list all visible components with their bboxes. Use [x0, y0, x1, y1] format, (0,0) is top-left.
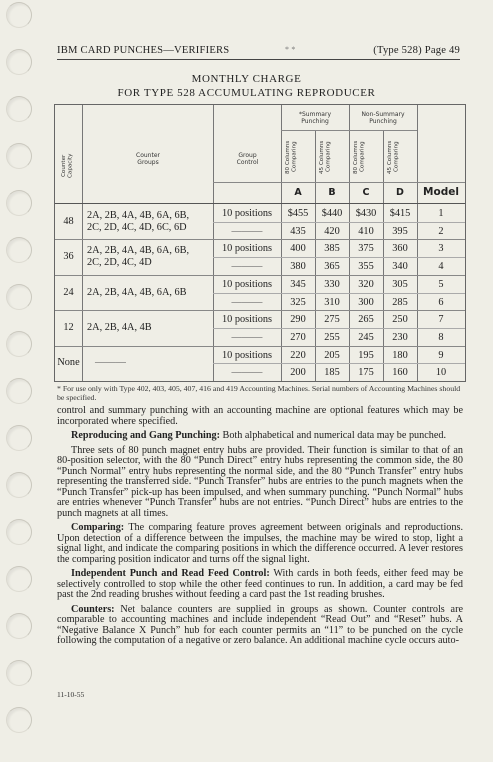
model-number: 3 — [438, 243, 444, 255]
charge-b: 385 — [324, 243, 340, 255]
binder-hole — [6, 284, 32, 310]
group-control: ——— — [231, 367, 263, 379]
header-letter-a: A — [294, 187, 302, 198]
charge-a: 400 — [290, 243, 306, 255]
charge-c: 265 — [358, 314, 374, 326]
group-rule — [55, 239, 465, 240]
header-bottom-rule — [55, 203, 465, 204]
paragraph-text: With cards in both feeds, either feed may be selectively controlled to stop while the other feed continues to run. In addition, a card may be fed past the 2nd reading brushes without feeding a card past the 1st reading brushes. — [57, 568, 463, 600]
binder-holes — [6, 0, 36, 762]
table-title-line1: MONTHLY CHARGE — [191, 73, 302, 85]
group-control: 10 positions — [221, 349, 273, 361]
paragraph-text: Both alphabetical and numerical data may be punched. — [220, 430, 447, 441]
table-footnote: * For use only with Type 402, 403, 405, 407, 416 and 419 Accounting Machines. Serial numbers of Accounting Machines should be specified. — [57, 384, 461, 402]
model-number: 7 — [438, 314, 444, 326]
header-non-summary: Non-Summary Punching — [361, 111, 405, 125]
counter-groups: 2A, 2B, 4A, 4B, 6A, 6B — [87, 286, 187, 298]
binder-hole — [6, 2, 32, 28]
charge-a: 290 — [290, 314, 306, 326]
binder-hole — [6, 425, 32, 451]
binder-hole — [6, 96, 32, 122]
model-number: 2 — [438, 225, 444, 237]
charge-d: 395 — [392, 225, 408, 237]
charge-b: 420 — [324, 225, 340, 237]
model-number: 6 — [438, 296, 444, 308]
binder-hole — [6, 566, 32, 592]
paragraph-heading: Comparing: — [71, 522, 125, 533]
group-control: 10 positions — [221, 314, 273, 326]
charge-c: 245 — [358, 331, 374, 343]
binder-hole — [6, 237, 32, 263]
binder-hole — [6, 707, 32, 733]
paragraph: control and summary punching with an accounting machine are optional features which may be incorporated where specified. — [57, 405, 463, 427]
charge-b: 310 — [324, 296, 340, 308]
counter-groups: 2A, 2B, 4A, 4B — [87, 321, 152, 333]
group-control: ——— — [231, 331, 263, 343]
paragraph — [57, 431, 463, 442]
group-rule — [55, 310, 465, 311]
charge-a: 435 — [290, 225, 306, 237]
header-sub-c: 80 Columns Comparing — [353, 140, 366, 174]
charge-c: 195 — [358, 349, 374, 361]
charge-a: 270 — [290, 331, 306, 343]
col-divider — [82, 105, 83, 381]
model-number: 10 — [435, 367, 447, 379]
binder-hole — [6, 519, 32, 545]
header-letter-b: B — [328, 187, 336, 198]
binder-hole — [6, 49, 32, 75]
charge-c: 355 — [358, 261, 374, 273]
charge-d: 340 — [392, 261, 408, 273]
counter-capacity: 36 — [63, 251, 74, 263]
paragraph — [57, 605, 463, 647]
header-rule — [213, 182, 465, 183]
header-counter-groups: Counter Groups — [136, 152, 160, 166]
group-rule — [55, 275, 465, 276]
model-number: 8 — [438, 331, 444, 343]
model-number: 1 — [438, 208, 444, 219]
model-number: 5 — [438, 278, 444, 290]
header-sub-d: 45 Columns Comparing — [387, 140, 400, 174]
charge-d: 360 — [392, 243, 408, 255]
header-page: (Type 528) Page 49 — [373, 45, 460, 56]
body-text — [57, 406, 463, 651]
charge-table — [54, 104, 466, 382]
binder-hole — [6, 143, 32, 169]
row-rule — [213, 363, 465, 364]
charge-c: $430 — [355, 208, 377, 219]
counter-groups: ——— — [95, 357, 126, 369]
binder-hole — [6, 660, 32, 686]
charge-a: 345 — [290, 278, 306, 290]
charge-d: 305 — [392, 278, 408, 290]
paragraph-heading: Reproducing and Gang Punching: — [71, 430, 220, 441]
group-control: ——— — [231, 225, 263, 237]
paragraph — [57, 523, 463, 565]
charge-d: 180 — [392, 349, 408, 361]
binder-hole — [6, 190, 32, 216]
header-rule — [57, 59, 460, 60]
charge-b: 185 — [324, 367, 340, 379]
group-rule — [55, 346, 465, 347]
charge-c: 410 — [358, 225, 374, 237]
charge-a: 325 — [290, 296, 306, 308]
charge-c: 300 — [358, 296, 374, 308]
charge-b: 255 — [324, 331, 340, 343]
header-counter-capacity: Counter Capacity — [61, 153, 74, 179]
charge-d: 160 — [392, 367, 408, 379]
header-title: IBM CARD PUNCHES—VERIFIERS — [57, 45, 230, 56]
paragraph-heading: Independent Punch and Read Feed Control: — [71, 568, 270, 579]
charge-a: 380 — [290, 261, 306, 273]
paragraph-text: Net balance counters are supplied in groups as shown. Counter controls are comparable to accounting machines and include independent “Read Out” and “Reset” hubs. A “Negative Balance X Punch” hub for each counter permits an “11” to be punched on the cycle following the computation of a negative or zero balance. An additional machine cycle occurs auto- — [57, 603, 463, 646]
header-summary: *Summary Punching — [299, 111, 331, 125]
binder-hole — [6, 331, 32, 357]
paragraph: Three sets of 80 punch magnet entry hubs are provided. Their function is similar to that of an 80-position selector, with the 80 “Punch Direct” entry hubs representing the common side, the 80 “Punch Normal” entry hubs representing the normal side, and the 80 “Punch Transfer” entry hubs representing the transferred side. “Punch Transfer” hubs are entries to the punch magnets when the “Punch Transfer” pick-up has been impulsed, and when summary punching. “Punch Normal” hubs are entries whenever “Punch Transfer” hubs are not entries. “Punch Direct” hubs are entries to the punch magnets at all times. — [57, 444, 463, 519]
page-date: 11-10-55 — [57, 690, 85, 699]
group-control: 10 positions — [221, 243, 273, 255]
charge-d: $415 — [389, 208, 411, 219]
binder-hole — [6, 378, 32, 404]
charge-c: 375 — [358, 243, 374, 255]
paragraph — [57, 569, 463, 601]
charge-b: 365 — [324, 261, 340, 273]
charge-d: 285 — [392, 296, 408, 308]
charge-a: 220 — [290, 349, 306, 361]
counter-capacity: 12 — [63, 321, 74, 333]
header-sub-a: 80 Columns Comparing — [285, 140, 298, 174]
binder-hole — [6, 472, 32, 498]
header-letter-c: C — [362, 187, 370, 198]
header-model: Model — [423, 186, 459, 198]
counter-capacity: None — [57, 357, 80, 369]
charge-c: 320 — [358, 278, 374, 290]
row-rule — [213, 293, 465, 294]
row-rule — [213, 257, 465, 258]
charge-d: 230 — [392, 331, 408, 343]
paragraph-heading: Counters: — [71, 603, 115, 615]
group-control: 10 positions — [221, 278, 273, 290]
charge-b: 330 — [324, 278, 340, 290]
binder-hole — [6, 613, 32, 639]
counter-groups: 2A, 2B, 4A, 4B, 6A, 6B, 2C, 2D, 4C, 4D — [87, 245, 190, 269]
charge-c: 175 — [358, 367, 374, 379]
header-rule — [281, 130, 417, 131]
header-letter-d: D — [396, 187, 404, 198]
row-rule — [213, 328, 465, 329]
counter-groups: 2A, 2B, 4A, 4B, 6A, 6B, 2C, 2D, 4C, 4D, 6C, 6D — [87, 209, 190, 233]
counter-capacity: 48 — [63, 215, 74, 227]
counter-capacity: 24 — [63, 286, 74, 298]
charge-b: $440 — [321, 208, 343, 219]
header-group-control: Group Control — [236, 152, 259, 166]
model-number: 4 — [438, 261, 444, 273]
charge-b: 275 — [324, 314, 340, 326]
paragraph-text: The comparing feature proves agreement between originals and reproductions. Upon detection of a difference between the impulses, the machine may be wired to stop, light a signal light, and indicate the comparing positions in which the difference occurred. A lever restores the comparing position indicator and turns off the signal light. — [57, 522, 463, 565]
header-sub-b: 45 Columns Comparing — [319, 140, 332, 174]
header-stars: * * — [285, 45, 296, 54]
row-rule — [213, 222, 465, 223]
model-number: 9 — [438, 349, 444, 361]
charge-b: 205 — [324, 349, 340, 361]
group-control: ——— — [231, 296, 263, 308]
charge-a: $455 — [287, 208, 309, 219]
table-title-line2: FOR TYPE 528 ACCUMULATING REPRODUCER — [117, 87, 376, 99]
group-control: ——— — [231, 261, 263, 273]
group-control: 10 positions — [221, 208, 273, 219]
charge-d: 250 — [392, 314, 408, 326]
charge-a: 200 — [290, 367, 306, 379]
